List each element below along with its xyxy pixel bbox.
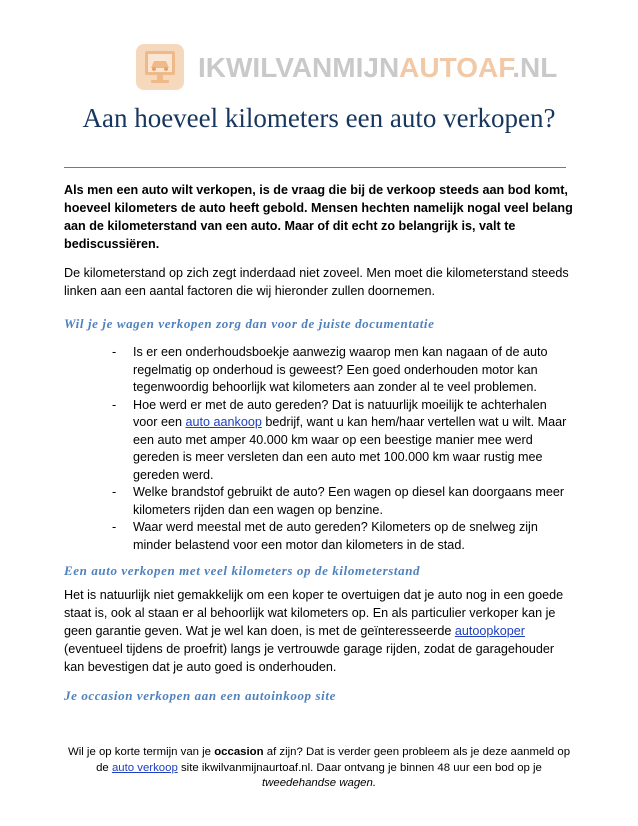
list-item: [112, 397, 570, 485]
site-logo: [136, 44, 558, 92]
bullet-dash: -: [112, 485, 117, 499]
section-heading-high-mileage: Een auto verkopen met veel kilometers op de kilometerstand: [64, 563, 421, 578]
list-item-text: Welke brandstof gebruikt de auto? Een wagen op diesel kan doorgaans meer kilometers rijden dan een wagen op benzine.: [133, 485, 565, 517]
list-item-text: bedrijf, want u kan hem/haar vertellen wat u wilt. Maar een auto met amper 40.000 km waar op een beestige manier mee werd gereden is meer versleten dan een auto met 100.000 km waar rustig mee gereden werd.: [133, 415, 567, 482]
list-item: [112, 519, 570, 554]
section-heading-inkoop-site: Je occasion verkopen aan een autoinkoop site: [64, 688, 336, 703]
auto-aankoop-link[interactable]: auto aankoop: [185, 415, 262, 429]
bullet-dash: -: [112, 397, 117, 412]
title-divider: [64, 167, 566, 168]
auto-verkoop-link[interactable]: auto verkoop: [111, 761, 178, 774]
footer-text: af zijn? Dat is verder geen probleem als je deze aanmeld op de: [96, 746, 571, 774]
factor-list: [112, 344, 570, 554]
footer-italic-text: tweedehandse wagen.: [262, 777, 376, 790]
footer-text: site ikwilvanmijnaurtoaf.nl. Daar ontvang je binnen 48 uur een bod op je: [177, 761, 542, 774]
list-item-text: Hoe werd er met de auto gereden? Dat is natuurlijk moeilijk te achterhalen voor een: [133, 397, 547, 429]
car-dealer-icon: [140, 48, 180, 86]
logo-badge: [136, 44, 184, 90]
list-item: [112, 344, 570, 397]
occasion-emphasis: occasion: [214, 746, 264, 759]
bullet-dash: -: [112, 520, 117, 534]
logo-wordmark: IKWILVANMIJNAUTOAF.NL: [198, 52, 558, 83]
autoopkoper-link[interactable]: autoopkoper: [454, 624, 525, 638]
closing-paragraph: [64, 745, 574, 792]
page-title: Aan hoeveel kilometers een auto verkopen?: [82, 103, 556, 133]
paragraph-text: Het is natuurlijk niet gemakkelijk om een koper te overtuigen dat je auto nog in een goede staat is, ook al staan er al behoorlijk wat kilometers op. En als particulier verkoper kan je geen garantie geven. Wat je wel kan doen, is met de geïnteresseerde: [64, 588, 564, 638]
bullet-dash: -: [112, 345, 117, 359]
footer-text: Wil je op korte termijn van je: [67, 746, 215, 759]
list-item: [112, 484, 570, 519]
intro-paragraph: De kilometerstand op zich zegt inderdaad niet zoveel. Men moet die kilometerstand steeds linken aan een aantal factoren die wij hieronder zullen doornemen.: [64, 266, 569, 298]
list-item-text: Waar werd meestal met de auto gereden? Kilometers op de snelweg zijn minder belastend voor een motor dan kilometers in de stad.: [133, 520, 538, 552]
paragraph-text: (eventueel tijdens de proefrit) langs je vertrouwde garage rijden, zodat de garagehouder kan bevestigen dat je auto goed is onderhouden.: [64, 642, 555, 674]
section-heading-documentation: Wil je je wagen verkopen zorg dan voor de juiste documentatie: [64, 316, 435, 331]
intro-bold-paragraph: Als men een auto wilt verkopen, is de vraag die bij de verkoop steeds aan bod komt, hoeveel kilometers de auto heeft gebold. Mensen hechten namelijk nogal veel belang aan de kilometerstand van een auto. Maar of dit echt zo belangrijk is, valt te bediscussiëren.: [64, 183, 573, 251]
list-item-text: Is er een onderhoudsboekje aanwezig waarop men kan nagaan of de auto regelmatig op onderhoud is geweest? Een goed onderhouden motor kan tegenwoordig behoorlijk wat kilometers aan zonder al te veel problemen.: [133, 345, 548, 394]
high-mileage-paragraph: [64, 586, 574, 676]
